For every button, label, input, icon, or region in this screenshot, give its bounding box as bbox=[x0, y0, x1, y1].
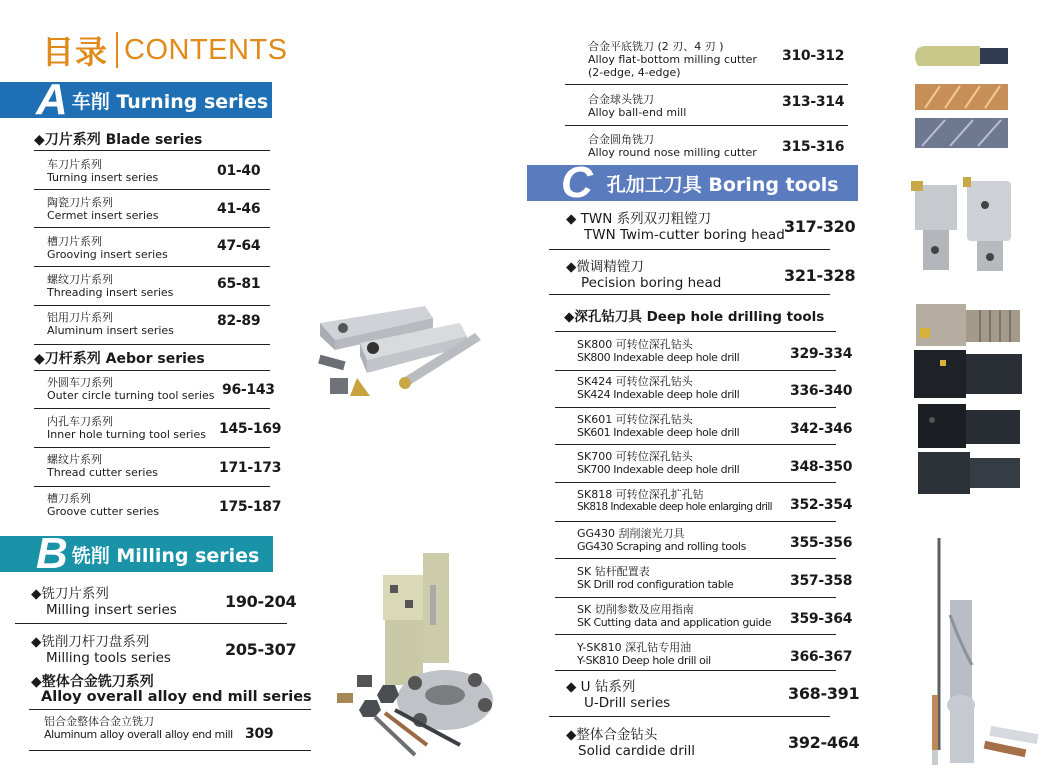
entry-cn: ◆铣削刀杆刀盘系列 bbox=[31, 634, 150, 650]
endmill-heading-en: Alloy overall alloy end mill series bbox=[41, 689, 312, 705]
entry-en: TWN Twim-cutter boring head bbox=[584, 227, 785, 243]
page-range: 317-320 bbox=[784, 217, 856, 236]
page-range: 348-350 bbox=[790, 459, 853, 475]
divider bbox=[555, 521, 836, 522]
page-range: 359-364 bbox=[790, 611, 853, 627]
entry-cn: 内孔车刀系列 bbox=[47, 415, 113, 428]
page-range: 175-187 bbox=[219, 499, 282, 515]
divider bbox=[555, 444, 836, 445]
divider bbox=[549, 294, 830, 295]
section-a-label: 车削 Turning series bbox=[71, 90, 269, 113]
divider bbox=[34, 266, 270, 267]
divider bbox=[34, 370, 270, 371]
divider bbox=[34, 189, 270, 190]
entry-en: SK424 Indexable deep hole drill bbox=[577, 388, 740, 401]
toc-entry-flat-bottom[interactable] bbox=[588, 40, 757, 79]
page-range: 205-307 bbox=[225, 640, 297, 659]
toc-entry-sk601[interactable] bbox=[577, 413, 739, 439]
toc-entry-aluminum-endmill[interactable] bbox=[44, 715, 233, 741]
page-range: 309 bbox=[245, 726, 274, 742]
entry-cn: SK424 可转位深孔钻头 bbox=[577, 375, 693, 388]
divider bbox=[565, 125, 848, 126]
toc-entry-turning-insert[interactable] bbox=[47, 158, 158, 184]
section-b-label: 铣削 Milling series bbox=[71, 544, 260, 567]
toc-entry-round-nose[interactable] bbox=[588, 133, 757, 159]
entry-cn: 合金圆角铣刀 bbox=[588, 133, 654, 146]
section-letter-a: A bbox=[36, 75, 68, 124]
divider bbox=[555, 597, 836, 598]
aebor-series-heading: ◆刀杆系列 Aebor series bbox=[34, 351, 205, 367]
entry-en: Groove cutter series bbox=[47, 505, 160, 518]
toc-entry-gg430[interactable] bbox=[577, 527, 746, 553]
entry-cn: ◆微调精镗刀 bbox=[566, 259, 644, 275]
entry-cn: SK700 可转位深孔钻头 bbox=[577, 450, 693, 463]
divider bbox=[34, 447, 270, 448]
boring-heads-photo bbox=[905, 175, 1025, 275]
entry-cn: Y-SK810 深孔钻专用油 bbox=[577, 641, 692, 654]
entry-en: Alloy ball-end mill bbox=[588, 106, 687, 119]
entry-en: SK Drill rod configuration table bbox=[577, 578, 734, 591]
entry-en: Alloy flat-bottom milling cutter bbox=[588, 53, 757, 66]
toc-entry-sk700[interactable] bbox=[577, 450, 739, 476]
entry-en: Grooving insert series bbox=[47, 248, 168, 261]
section-a-header bbox=[0, 75, 272, 124]
entry-en: SK Cutting data and application guide bbox=[577, 616, 772, 629]
page-range: 357-358 bbox=[790, 573, 853, 589]
toc-entry-solid-carbide-drill[interactable] bbox=[566, 727, 695, 759]
divider bbox=[555, 670, 836, 671]
toc-entry-sk-cutting-data[interactable] bbox=[577, 603, 771, 629]
title-en: CONTENTS bbox=[124, 33, 288, 66]
toc-entry-ball-end[interactable] bbox=[588, 93, 686, 119]
page-range: 321-328 bbox=[784, 266, 856, 285]
entry-en: SK818 Indexable deep hole enlarging drill bbox=[577, 501, 773, 513]
toc-entry-sk800[interactable] bbox=[577, 338, 739, 364]
toc-entry-aluminum-insert[interactable] bbox=[47, 311, 174, 337]
title-cn: 目录 bbox=[42, 33, 109, 71]
page-range: 171-173 bbox=[219, 460, 282, 476]
entry-en: Y-SK810 Deep hole drill oil bbox=[577, 654, 711, 667]
entry-cn: SK 钻杆配置表 bbox=[577, 565, 650, 578]
entry-en: Milling tools series bbox=[46, 650, 171, 666]
divider bbox=[34, 305, 270, 306]
u-drills-photo bbox=[920, 535, 1040, 770]
toc-entry-inner-hole[interactable] bbox=[47, 415, 206, 441]
page-range: 47-64 bbox=[217, 238, 261, 254]
page-range: 342-346 bbox=[790, 421, 853, 437]
entry-en-2: (2-edge, 4-edge) bbox=[588, 66, 681, 79]
divider bbox=[34, 227, 270, 228]
toc-entry-milling-insert[interactable] bbox=[31, 586, 177, 618]
entry-en: Milling insert series bbox=[46, 602, 177, 618]
page-range: 190-204 bbox=[225, 592, 297, 611]
entry-cn: 槽刀系列 bbox=[47, 492, 91, 505]
entry-cn: 合金平底铣刀 (2 刃、4 刃 ) bbox=[588, 40, 724, 53]
page-range: 96-143 bbox=[222, 382, 275, 398]
divider bbox=[555, 558, 836, 559]
entry-en: Cermet insert series bbox=[47, 209, 159, 222]
toc-entry-cermet-insert[interactable] bbox=[47, 196, 159, 222]
entry-en: U-Drill series bbox=[584, 695, 671, 711]
entry-cn: 车刀片系列 bbox=[47, 158, 102, 171]
page-range: 329-334 bbox=[790, 346, 853, 362]
divider bbox=[565, 84, 848, 85]
divider bbox=[29, 709, 311, 710]
divider bbox=[34, 344, 270, 345]
entry-cn: 陶瓷刀片系列 bbox=[47, 196, 113, 209]
entry-cn: 合金球头铣刀 bbox=[588, 93, 654, 106]
divider bbox=[555, 482, 836, 483]
page-range: 355-356 bbox=[790, 535, 853, 551]
deep-hole-drills-photo bbox=[910, 300, 1030, 500]
turning-tools-photo bbox=[305, 288, 495, 400]
page-range: 315-316 bbox=[782, 139, 845, 155]
entry-cn: 螺纹刀片系列 bbox=[47, 273, 113, 286]
entry-cn: ◆ U 钻系列 bbox=[566, 679, 636, 695]
entry-en: Inner hole turning tool series bbox=[47, 428, 206, 441]
end-mills-photo bbox=[910, 38, 1010, 156]
section-c-header bbox=[527, 158, 858, 207]
page-range: 65-81 bbox=[217, 276, 261, 292]
entry-en: Threading insert series bbox=[47, 286, 174, 299]
entry-en: SK601 Indexable deep hole drill bbox=[577, 426, 740, 439]
section-b-header bbox=[0, 529, 273, 578]
toc-entry-precision-boring[interactable] bbox=[566, 259, 721, 291]
page-range: 310-312 bbox=[782, 48, 845, 64]
entry-cn: SK601 可转位深孔钻头 bbox=[577, 413, 693, 426]
divider bbox=[34, 486, 270, 487]
page-range: 366-367 bbox=[790, 649, 853, 665]
entry-cn: ◆整体合金钻头 bbox=[566, 727, 658, 743]
page-range: 41-46 bbox=[217, 201, 261, 217]
toc-entry-milling-tools[interactable] bbox=[31, 634, 171, 666]
milling-tools-photo bbox=[335, 545, 530, 770]
toc-entry-sk424[interactable] bbox=[577, 375, 739, 401]
divider bbox=[34, 408, 270, 409]
deep-hole-heading: ◆深孔钻刀具 Deep hole drilling tools bbox=[564, 309, 825, 325]
entry-en: Solid cardide drill bbox=[578, 743, 696, 759]
toc-entry-groove-cutter[interactable] bbox=[47, 492, 159, 518]
toc-entry-thread-cutter[interactable] bbox=[47, 453, 158, 479]
entry-cn: 铝合金整体合金立铣刀 bbox=[44, 715, 154, 728]
entry-en: SK700 Indexable deep hole drill bbox=[577, 463, 740, 476]
page-range: 352-354 bbox=[790, 497, 853, 513]
divider bbox=[29, 750, 311, 751]
toc-entry-sk-drill-rod[interactable] bbox=[577, 565, 733, 591]
page-title bbox=[42, 28, 288, 72]
entry-en: GG430 Scraping and rolling tools bbox=[577, 540, 746, 553]
entry-cn: ◆ TWN 系列双刃粗镗刀 bbox=[566, 211, 712, 227]
entry-cn: 外圆车刀系列 bbox=[47, 376, 113, 389]
page-range: 82-89 bbox=[217, 313, 261, 329]
entry-cn: 铝用刀片系列 bbox=[47, 311, 113, 324]
page-range: 313-314 bbox=[782, 94, 845, 110]
divider bbox=[555, 407, 836, 408]
section-c-label: 孔加工刀具 Boring tools bbox=[606, 173, 839, 196]
toc-entry-sk818[interactable] bbox=[577, 488, 772, 514]
entry-en: Turning insert series bbox=[47, 171, 159, 184]
divider bbox=[549, 716, 830, 717]
section-letter-b: B bbox=[36, 529, 68, 578]
page-range: 392-464 bbox=[788, 733, 860, 752]
divider bbox=[34, 150, 270, 151]
entry-cn: SK818 可转位深孔扩孔钻 bbox=[577, 488, 704, 501]
toc-entry-twn[interactable] bbox=[566, 211, 785, 243]
toc-entry-u-drill[interactable] bbox=[566, 679, 670, 711]
divider bbox=[15, 623, 287, 624]
entry-cn: SK 切削参数及应用指南 bbox=[577, 603, 694, 616]
endmill-heading-cn: ◆整体合金铣刀系列 bbox=[31, 674, 154, 690]
blade-series-heading: ◆刀片系列 Blade series bbox=[34, 132, 203, 148]
page-range: 368-391 bbox=[788, 684, 860, 703]
entry-en: Alloy round nose milling cutter bbox=[588, 146, 757, 159]
page-range: 01-40 bbox=[217, 163, 261, 179]
entry-en: SK800 Indexable deep hole drill bbox=[577, 351, 740, 364]
entry-cn: SK800 可转位深孔钻头 bbox=[577, 338, 693, 351]
entry-en: Outer circle turning tool series bbox=[47, 389, 215, 402]
toc-entry-grooving-insert[interactable] bbox=[47, 235, 168, 261]
entry-en: Aluminum insert series bbox=[47, 324, 174, 337]
toc-entry-threading-insert[interactable] bbox=[47, 273, 173, 299]
entry-en: Pecision boring head bbox=[581, 275, 722, 291]
toc-entry-outer-circle[interactable] bbox=[47, 376, 214, 402]
divider bbox=[555, 634, 836, 635]
entry-cn: 槽刀片系列 bbox=[47, 235, 102, 248]
page-range: 336-340 bbox=[790, 383, 853, 399]
entry-cn: ◆铣刀片系列 bbox=[31, 586, 109, 602]
entry-cn: GG430 刮削滚光刀具 bbox=[577, 527, 685, 540]
title-separator bbox=[116, 32, 118, 68]
toc-entry-ysk810[interactable] bbox=[577, 641, 711, 667]
entry-en: Aluminum alloy overall alloy end mill bbox=[44, 728, 233, 741]
divider bbox=[555, 331, 836, 332]
page-range: 145-169 bbox=[219, 421, 282, 437]
entry-cn: 螺纹片系列 bbox=[47, 453, 102, 466]
divider bbox=[549, 249, 830, 250]
section-letter-c: C bbox=[561, 158, 593, 207]
divider bbox=[555, 370, 836, 371]
entry-en: Thread cutter series bbox=[47, 466, 158, 479]
